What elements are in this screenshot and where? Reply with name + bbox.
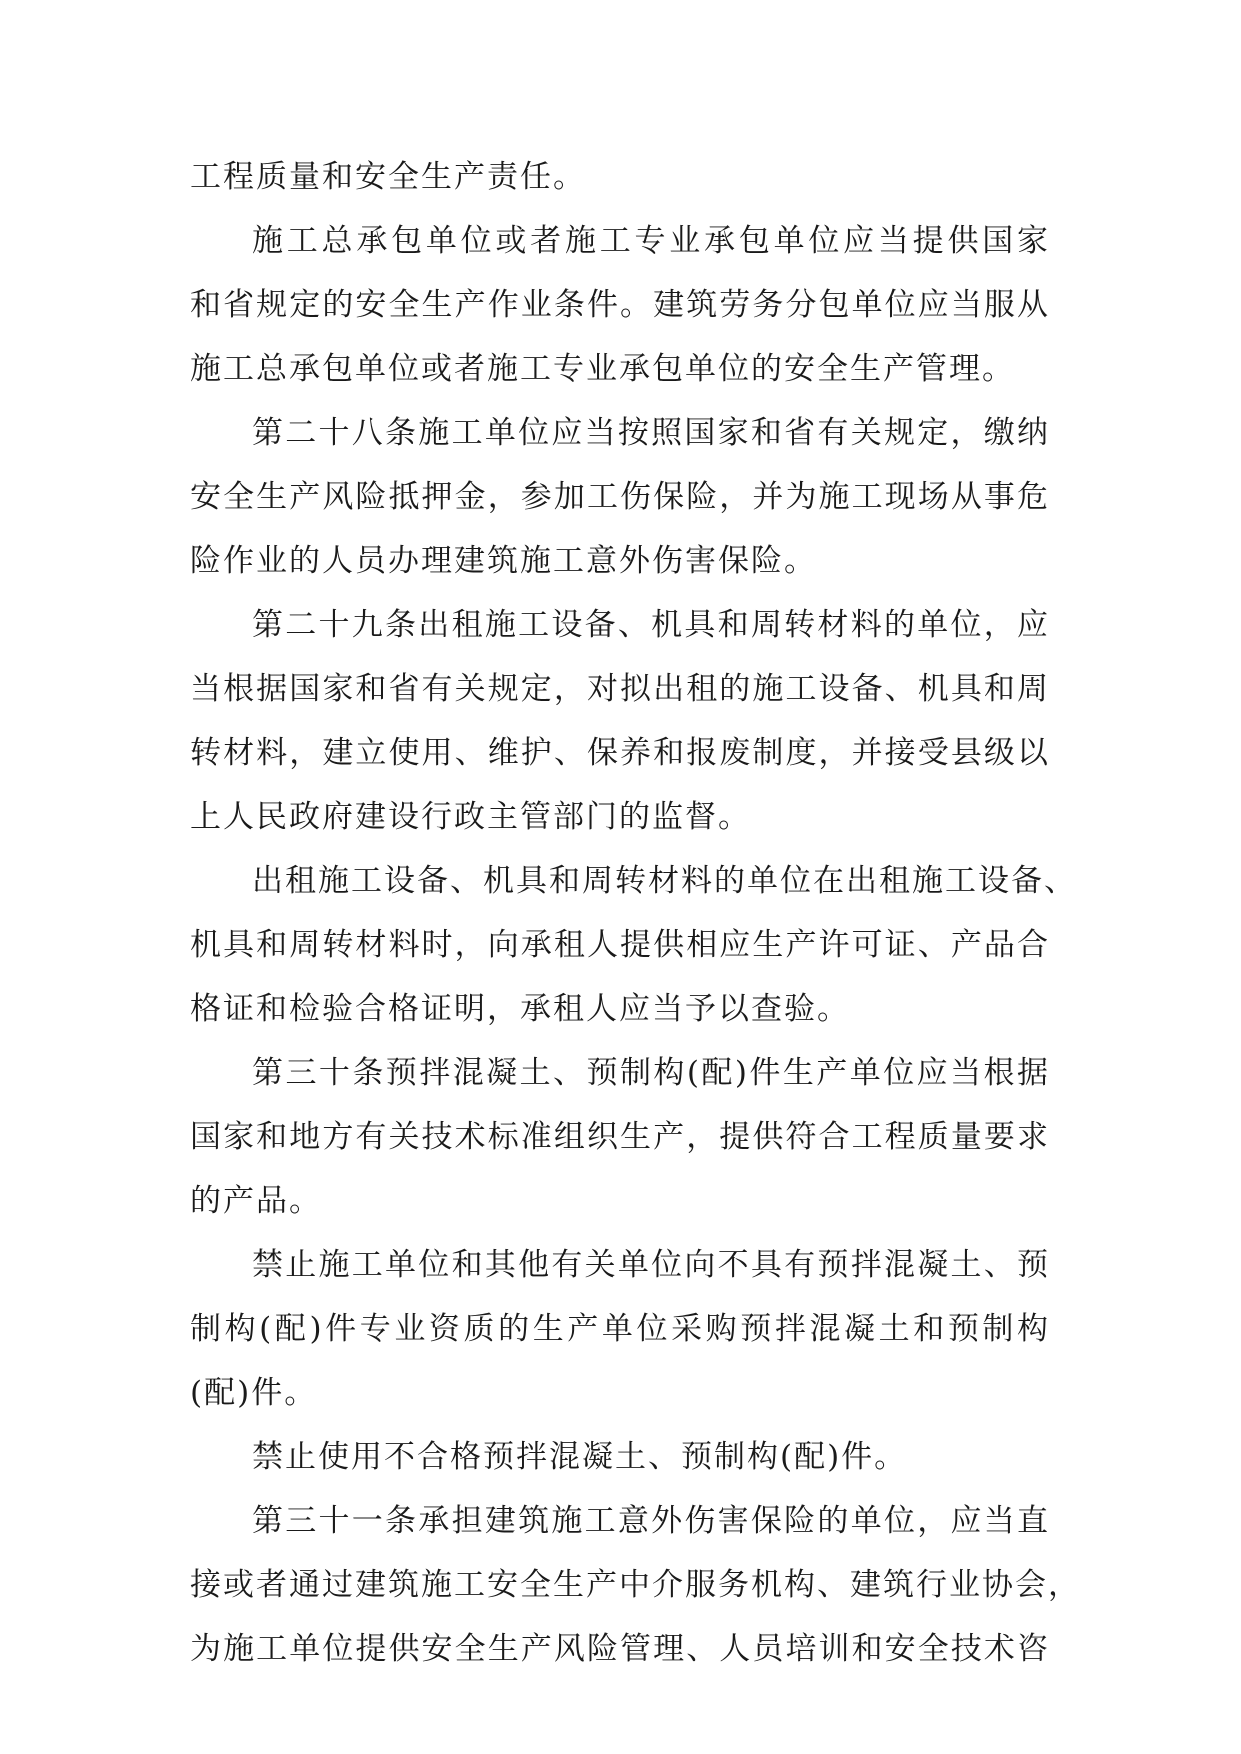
text-line: 和省规定的安全生产作业条件。建筑劳务分包单位应当服从 <box>190 287 1050 323</box>
text-line: 出租施工设备、机具和周转材料的单位在出租施工设备、 <box>252 863 1077 899</box>
text-line: 施工总承包单位或者施工专业承包单位应当提供国家 <box>252 223 1050 259</box>
text-line: 安全生产风险抵押金，参加工伤保险，并为施工现场从事危 <box>190 479 1050 515</box>
text-line: 第三十一条承担建筑施工意外伤害保险的单位，应当直 <box>252 1503 1050 1539</box>
text-line: 工程质量和安全生产责任。 <box>190 159 586 195</box>
text-line: 第三十条预拌混凝土、预制构(配)件生产单位应当根据 <box>252 1055 1050 1091</box>
text-line: 机具和周转材料时，向承租人提供相应生产许可证、产品合 <box>190 927 1050 963</box>
text-line: 禁止施工单位和其他有关单位向不具有预拌混凝土、预 <box>252 1247 1050 1283</box>
text-line: 的产品。 <box>190 1183 322 1219</box>
text-line: 施工总承包单位或者施工专业承包单位的安全生产管理。 <box>190 351 1015 387</box>
document-body <box>190 145 1081 1681</box>
text-line: (配)件。 <box>190 1375 318 1411</box>
text-line: 第二十九条出租施工设备、机具和周转材料的单位，应 <box>252 607 1050 643</box>
text-line: 格证和检验合格证明，承租人应当予以查验。 <box>190 991 850 1027</box>
text-line: 为施工单位提供安全生产风险管理、人员培训和安全技术咨 <box>190 1631 1050 1667</box>
text-line: 转材料，建立使用、维护、保养和报废制度，并接受县级以 <box>190 735 1050 771</box>
text-line: 制构(配)件专业资质的生产单位采购预拌混凝土和预制构 <box>190 1311 1050 1347</box>
text-line: 国家和地方有关技术标准组织生产，提供符合工程质量要求 <box>190 1119 1050 1155</box>
text-line: 第二十八条施工单位应当按照国家和省有关规定，缴纳 <box>252 415 1050 451</box>
text-line: 险作业的人员办理建筑施工意外伤害保险。 <box>190 543 817 579</box>
text-line: 当根据国家和省有关规定，对拟出租的施工设备、机具和周 <box>190 671 1050 707</box>
text-line: 禁止使用不合格预拌混凝土、预制构(配)件。 <box>252 1439 908 1475</box>
text-line: 上人民政府建设行政主管部门的监督。 <box>190 799 751 835</box>
text-line: 接或者通过建筑施工安全生产中介服务机构、建筑行业协会， <box>190 1567 1081 1603</box>
